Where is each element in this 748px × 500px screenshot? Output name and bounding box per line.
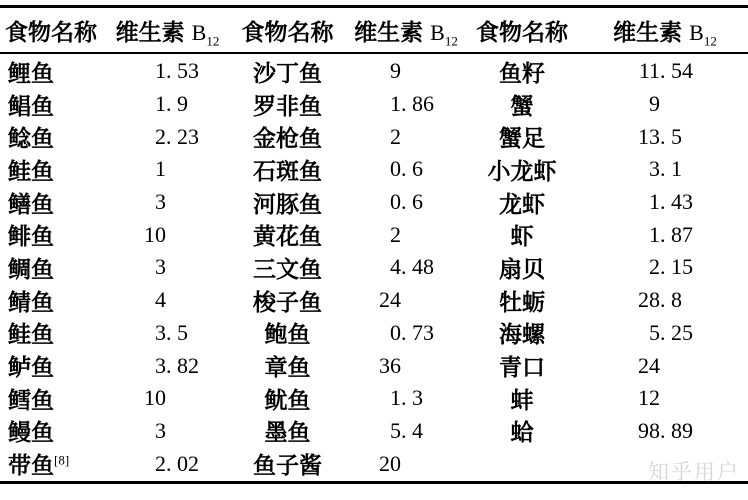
table-row <box>0 317 748 350</box>
food-name-cell: 蚌 <box>510 386 534 413</box>
vitamin-value-cell: 10 <box>144 221 166 247</box>
food-name-cell: 蛤 <box>510 419 534 446</box>
table-row <box>0 415 748 448</box>
header-vitamin-label: 维生素 <box>115 18 185 45</box>
table-row <box>0 284 748 317</box>
vitamin-value-cell: 20 <box>379 450 401 476</box>
food-name-cell: 鲶鱼 <box>8 125 54 152</box>
vitamin-value-cell: 9 <box>390 58 401 84</box>
food-name-cell: 蟹 <box>510 92 534 119</box>
vitamin-value-cell: 5. 4 <box>390 417 423 443</box>
header-vitamin-b: $B_{12}$ <box>430 19 458 48</box>
vitamin-value-cell: 36 <box>379 352 401 378</box>
header-vitamin-b: $B_{12}$ <box>689 19 717 48</box>
food-name-cell: 海螺 <box>499 321 545 348</box>
vitamin-value-cell: 0. 6 <box>390 189 423 215</box>
vitamin-value-cell: 1. 3 <box>390 385 423 411</box>
header-vitamin-subscript: 12 <box>206 32 220 48</box>
food-name-cell: 鲤鱼 <box>8 59 54 86</box>
header-vitamin-subscript: 12 <box>703 32 717 48</box>
vitamin-value-cell: 3. 82 <box>155 352 199 378</box>
vitamin-value-cell: 1. 86 <box>390 91 434 117</box>
food-name-cell: 鲑鱼 <box>8 157 54 184</box>
vitamin-value-cell: 4. 48 <box>390 254 434 280</box>
vitamin-value-cell: 5. 25 <box>649 319 693 345</box>
vitamin-value-cell: 3 <box>155 254 166 280</box>
vitamin-value-cell: 24 <box>638 352 660 378</box>
food-name-cell: 鱼籽 <box>499 59 545 86</box>
vitamin-value-cell: 1 <box>155 156 166 182</box>
vitamin-value-cell: 4 <box>155 287 166 313</box>
vitamin-value-cell: 1. 43 <box>649 189 693 215</box>
vitamin-value-cell: 28. 8 <box>638 287 682 313</box>
vitamin-value-cell: 0. 73 <box>390 319 434 345</box>
table-row <box>0 120 748 153</box>
food-name-cell: 牡蛎 <box>499 288 545 315</box>
table-row <box>0 349 748 382</box>
header-food-name-3: 食物名称 <box>476 18 568 45</box>
table-row <box>0 88 748 121</box>
vitamin-value-cell: 1. 53 <box>155 58 199 84</box>
food-name-cell: 石斑鱼 <box>253 157 322 184</box>
food-name-cell: 章鱼 <box>264 354 311 381</box>
vitamin-value-cell: 2. 02 <box>155 450 199 476</box>
header-vitamin-label: 维生素 <box>613 18 683 45</box>
table-row <box>0 153 748 186</box>
food-name-cell: 鳝鱼 <box>8 190 54 217</box>
table-header-row <box>0 8 748 52</box>
vitamin-value-cell: 12 <box>638 385 660 411</box>
vitamin-value-cell: 3. 1 <box>649 156 682 182</box>
vitamin-value-cell: 0. 6 <box>390 156 423 182</box>
header-vitamin-label: 维生素 <box>354 18 424 45</box>
food-name-cell: 鳕鱼 <box>8 386 54 413</box>
food-name-cell: 鲑鱼 <box>8 321 54 348</box>
header-vitamin-b: $B_{12}$ <box>191 19 220 48</box>
table-row <box>0 447 748 480</box>
table-row <box>0 218 748 251</box>
header-vitamin-b12-3 <box>582 14 748 47</box>
vitamin-value-cell: 2. 23 <box>155 123 199 149</box>
table-row <box>0 55 748 88</box>
food-name-cell: 三文鱼 <box>253 255 322 282</box>
food-name-cell: 虾 <box>510 223 534 250</box>
vitamin-value-cell: 3. 5 <box>155 319 188 345</box>
vitamin-value-cell: 11. 54 <box>638 58 693 84</box>
food-name-cell: 鳗鱼 <box>8 419 54 446</box>
food-name-cell: 龙虾 <box>499 190 545 217</box>
food-name-cell: 金枪鱼 <box>253 125 322 152</box>
table-bottom-rule <box>0 481 748 484</box>
vitamin-value-cell: 2. 15 <box>649 254 693 280</box>
food-name-cell: 青口 <box>499 354 545 381</box>
food-name-cell: 鲳鱼 <box>8 92 54 119</box>
vitamin-value-cell: 1. 9 <box>155 91 188 117</box>
header-food-name-1: 食物名称 <box>5 18 97 45</box>
vitamin-value-cell: 9 <box>649 91 660 117</box>
header-food-name-2: 食物名称 <box>241 18 334 45</box>
table-row <box>0 382 748 415</box>
food-name-cell: 梭子鱼 <box>253 288 322 315</box>
vitamin-value-cell: 98. 89 <box>638 417 693 443</box>
citation-superscript: [8] <box>54 452 70 468</box>
food-name-cell: 鲱鱼 <box>8 223 54 250</box>
food-name-cell: 墨鱼 <box>264 419 311 446</box>
table-body <box>0 55 748 480</box>
header-vitamin-subscript: 12 <box>444 32 458 48</box>
food-name-cell: 扇贝 <box>499 255 545 282</box>
food-name-cell: 鲈鱼 <box>8 354 54 381</box>
table-row <box>0 251 748 284</box>
food-name-cell: 鱼子酱 <box>253 452 322 479</box>
vitamin-value-cell: 2 <box>390 221 401 247</box>
food-name-cell: 鲍鱼 <box>264 321 311 348</box>
food-name-cell: 沙丁鱼 <box>253 59 322 86</box>
header-vitamin-b12-2 <box>350 14 462 47</box>
food-name-cell: 鱿鱼 <box>264 386 311 413</box>
vitamin-value-cell: 3 <box>155 189 166 215</box>
table-header-rule <box>0 52 748 54</box>
vitamin-value-cell: 1. 87 <box>649 221 693 247</box>
vitamin-value-cell: 3 <box>155 417 166 443</box>
table-row <box>0 186 748 219</box>
food-name-cell: 黄花鱼 <box>253 223 322 250</box>
food-name-cell: 鲷鱼 <box>8 255 54 282</box>
food-name-cell: 河豚鱼 <box>253 190 322 217</box>
vitamin-value-cell: 10 <box>144 385 166 411</box>
vitamin-value-cell: 13. 5 <box>638 123 682 149</box>
header-vitamin-b12-1 <box>110 14 225 47</box>
food-name-cell: 蟹足 <box>499 125 545 152</box>
vitamin-value-cell: 24 <box>379 287 401 313</box>
vitamin-value-cell: 2 <box>390 123 401 149</box>
food-name-cell: 小龙虾 <box>487 157 557 184</box>
food-name-cell: 罗非鱼 <box>253 92 322 119</box>
food-name-cell: 鲭鱼 <box>8 288 54 315</box>
zhihu-user-watermark: 知乎用户 <box>648 461 740 484</box>
food-name-cell: 带鱼[8] <box>8 452 70 479</box>
